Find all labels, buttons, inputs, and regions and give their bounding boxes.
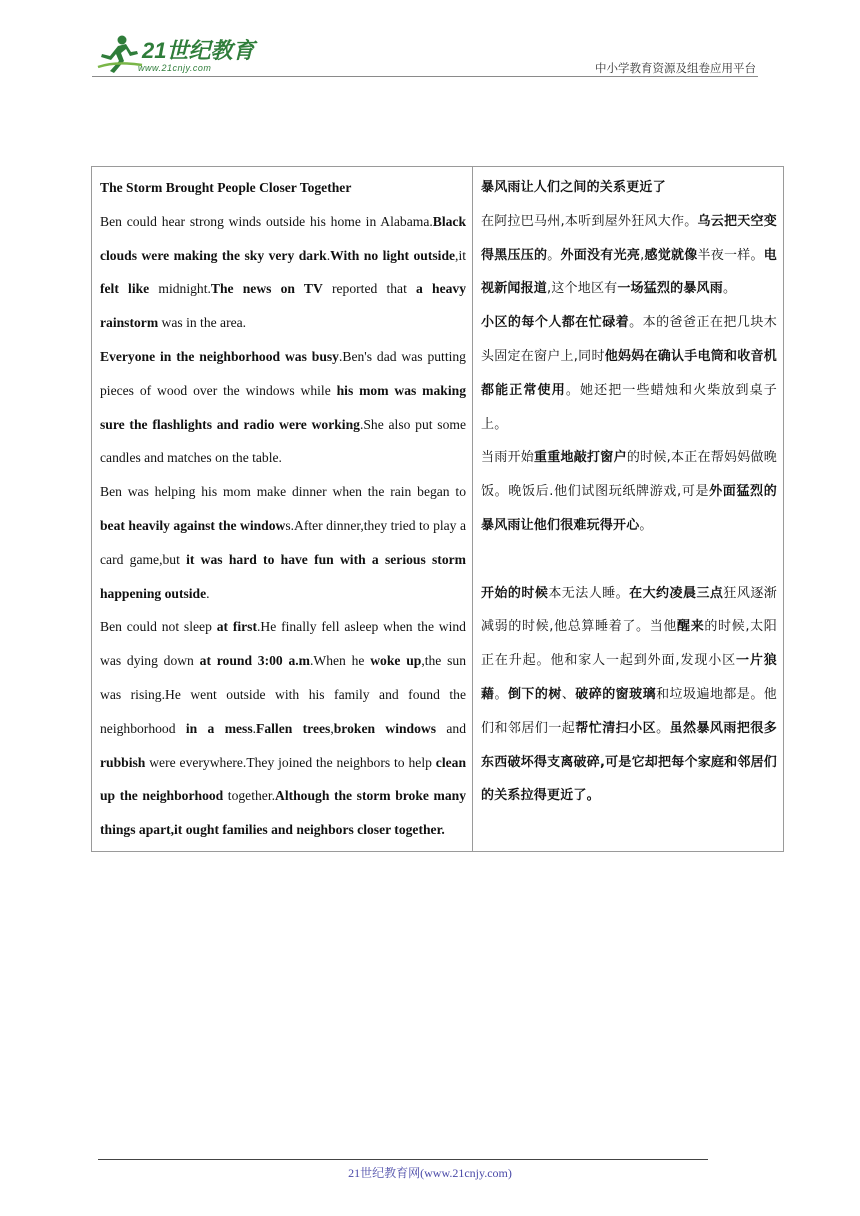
text-run: 在阿拉巴马州,本听到屋外狂风大作。	[481, 213, 698, 229]
bold-phrase: Fallen trees	[256, 720, 331, 736]
text-run: were everywhere.They joined the neighbors to help	[145, 754, 436, 770]
text-run: Ben could not sleep	[100, 619, 217, 635]
text-run: was in the area.	[158, 315, 247, 331]
chinese-column	[473, 167, 784, 852]
text-run: .Ben's dad was putting pieces of wood over the windows while	[100, 348, 466, 398]
bold-phrase: 倒下的树	[507, 686, 562, 702]
bold-phrase: at round 3:00 a.m	[199, 653, 310, 669]
bold-phrase: 醒来	[677, 619, 705, 635]
bold-phrase: in a mess	[185, 720, 253, 736]
chinese-paragraph-3	[481, 441, 777, 542]
logo-brand-text: 21世纪教育	[142, 38, 255, 63]
bold-phrase: felt like	[100, 281, 150, 297]
bold-phrase: 重重地敲打窗户	[534, 450, 627, 466]
text-run: 当雨开始	[481, 450, 535, 466]
chinese-paragraph-2	[481, 306, 777, 441]
text-run: 本无法人睡。	[548, 585, 630, 601]
bold-phrase: it was hard to have fun with a serious storm happening outside	[100, 551, 466, 601]
text-run: 和垃圾遍地都是。他们和邻居们一起	[481, 686, 777, 736]
text-run: 。	[656, 720, 670, 736]
text-run: .When he	[309, 653, 371, 669]
english-paragraph-4	[100, 610, 466, 847]
english-paragraph-3	[100, 475, 466, 610]
text-run: 半夜一样。	[697, 247, 764, 263]
text-run: s.After dinner,they tried to play a card game,but	[100, 517, 466, 567]
bold-phrase: at first	[216, 619, 257, 635]
english-paragraph-2	[100, 340, 466, 475]
text-run: 的时候,太阳正在升起。他和家人一起到外面,发现小区	[481, 619, 777, 669]
bold-phrase: 破碎的窗玻璃	[575, 686, 657, 702]
bold-phrase: 虽然暴风雨把很多东西破坏得支离破碎,可是它却把每个家庭和邻居们的关系拉得更近了。	[481, 720, 777, 804]
bold-phrase: 一片狼藉	[481, 653, 777, 702]
footer-divider	[98, 1159, 708, 1160]
bold-phrase: Black clouds were making the sky very dark	[100, 213, 466, 263]
bold-phrase: 感觉就像	[644, 247, 698, 263]
text-run: 。本的爸爸正在把几块木头固定在窗户上,同时	[481, 315, 778, 364]
text-run: .	[326, 247, 331, 263]
text-run: reported that	[322, 281, 417, 297]
text-run: midnight.	[149, 281, 211, 297]
text-run: .She also put some candles and matches on the table.	[100, 416, 466, 466]
page-header	[92, 30, 758, 78]
bold-phrase: 电视新闻报道	[481, 247, 777, 297]
bold-phrase: clean up the neighborhood	[100, 754, 466, 804]
bold-phrase: 在大约凌晨三点	[629, 585, 724, 601]
bold-phrase: 外面没有光亮	[560, 247, 641, 263]
header-divider	[92, 76, 758, 77]
text-run: Ben could hear strong winds outside his home in Alabama.	[100, 213, 433, 229]
paragraph-spacer	[481, 543, 777, 577]
text-run: .He finally fell asleep when the wind was dying down	[100, 619, 466, 669]
site-logo[interactable]	[92, 30, 262, 78]
bold-phrase: Everyone in the neighborhood was busy	[100, 348, 339, 364]
text-run: 的时候,本正在帮妈妈做晚饭。晚饭后.他们试图玩纸牌游戏,可是	[481, 450, 777, 500]
english-column	[92, 167, 473, 852]
chinese-paragraph-4	[481, 577, 777, 814]
chinese-title: 暴风雨让人们之间的关系更近了	[481, 180, 666, 195]
text-run: 。	[494, 686, 508, 702]
bold-phrase: his mom was making sure the flashlights and radio were working	[100, 382, 466, 432]
text-run: and	[436, 720, 466, 736]
text-run: 。	[547, 247, 561, 263]
text-run: ,	[330, 720, 334, 736]
bold-phrase: broken windows	[333, 720, 437, 736]
bold-phrase: 一场猛烈的暴风雨	[617, 281, 723, 297]
footer-link[interactable]: 21世纪教育网(www.21cnjy.com)	[348, 1166, 512, 1180]
text-run: ,	[640, 247, 645, 263]
text-run: 、	[561, 686, 576, 702]
chinese-paragraph-1	[481, 205, 777, 306]
bilingual-passage-table	[91, 166, 784, 852]
site-tagline: 中小学教育资源及组卷应用平台	[595, 61, 756, 75]
bold-phrase: The news on TV	[210, 281, 323, 297]
bold-phrase: woke up	[370, 653, 422, 669]
text-run: 。	[722, 281, 737, 297]
text-run: 。	[639, 517, 653, 533]
bold-phrase: 开始的时候	[481, 585, 549, 601]
bold-phrase: beat heavily against the window	[100, 517, 286, 533]
bold-phrase: a heavy rainstorm	[100, 281, 467, 331]
bold-phrase: 帮忙清扫小区	[575, 720, 657, 736]
text-run: ,it	[455, 247, 466, 263]
text-run: .	[252, 720, 257, 736]
text-run: 。她还把一些蜡烛和火柴放到桌子上。	[481, 382, 777, 432]
bold-phrase: 外面猛烈的暴风雨让他们很难玩得开心	[481, 484, 777, 533]
runner-logo-icon	[96, 34, 144, 74]
text-run: together.	[223, 788, 275, 804]
bold-phrase: With no light outside	[330, 247, 456, 263]
text-run: ,这个地区有	[547, 281, 618, 297]
bold-phrase: rubbish	[100, 754, 146, 770]
bold-phrase: 他妈妈在确认手电筒和收音机都能正常使用	[481, 348, 777, 398]
bold-phrase: Although the storm broke many things apart,it ought families and neighbors closer together.	[100, 788, 467, 838]
table-row	[92, 167, 784, 852]
text-run: Ben was helping his mom make dinner when the rain began to	[100, 484, 466, 500]
bold-phrase: 小区的每个人都在忙碌着	[481, 315, 630, 331]
text-run: 狂风逐渐减弱的时候,他总算睡着了。当他	[481, 585, 777, 635]
english-paragraph-1	[100, 205, 466, 340]
logo-url-text: www.21cnjy.com	[138, 63, 212, 73]
english-title: The Storm Brought People Closer Together	[100, 180, 352, 195]
text-run: .	[206, 585, 210, 601]
bold-phrase: 乌云把天空变得黑压压的	[481, 213, 777, 263]
text-run: ,the sun was rising.He went outside with his family and found the neighborhood	[100, 653, 466, 736]
